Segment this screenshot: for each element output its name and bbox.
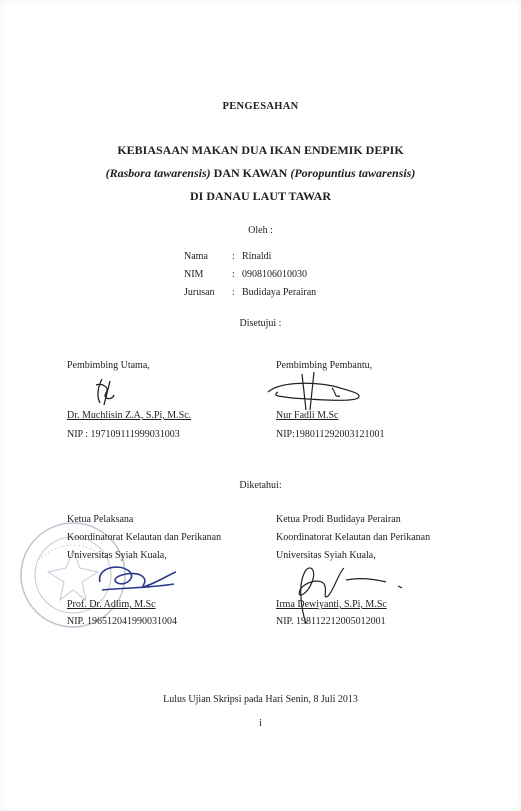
right-official-unit: Koordinatorat Kelautan dan Perikanan [276, 532, 431, 543]
jurusan-colon: : [232, 287, 235, 298]
title-line-1: KEBIASAAN MAKAN DUA IKAN ENDEMIK DEPIK [117, 143, 404, 157]
left-official-signature [90, 558, 180, 596]
diketahui-label: Diketahui: [239, 480, 282, 491]
left-official-role: Ketua Pelaksana [67, 514, 134, 525]
disetujui-label: Disetujui : [239, 318, 282, 329]
jurusan-value: Budidaya Perairan [242, 287, 317, 298]
nim-value: 0908106010030 [242, 269, 307, 280]
main-supervisor-signature [88, 375, 128, 411]
left-official-nip: NIP. 196512041990031004 [67, 616, 178, 627]
page-heading: PENGESAHAN [222, 101, 299, 112]
nama-colon: : [232, 251, 235, 262]
jurusan-label: Jurusan [184, 287, 215, 298]
left-official-name: Prof. Dr. Adlim, M.Sc [67, 599, 156, 610]
species-1: (Rasbora tawarensis) [105, 166, 211, 180]
nim-label: NIM [184, 269, 204, 280]
left-official-unit: Koordinatorat Kelautan dan Perikanan [67, 532, 222, 543]
assistant-supervisor-signature [262, 370, 372, 414]
right-official-name: Irma Dewiyanti, S.Pi, M.Sc [276, 599, 387, 610]
oleh-label: Oleh : [248, 225, 273, 236]
main-supervisor-role: Pembimbing Utama, [67, 360, 150, 371]
right-official-nip: NIP. 198112212005012001 [276, 616, 386, 627]
title-line-3: DI DANAU LAUT TAWAR [189, 189, 332, 203]
left-official-univ: Universitas Syiah Kuala, [67, 550, 167, 561]
main-supervisor-name: Dr. Muchlisin Z.A, S.Pi, M.Sc. [67, 410, 192, 421]
assistant-supervisor-nip: NIP:198011292003121001 [276, 429, 385, 440]
right-official-role: Ketua Prodi Budidaya Perairan [276, 514, 401, 525]
page-number: i [259, 718, 262, 729]
nama-value: Rinaldi [242, 251, 272, 262]
assistant-supervisor-name: Nur Fadli M.Sc [276, 410, 339, 421]
right-official-univ: Universitas Syiah Kuala, [276, 550, 376, 561]
graduation-statement: Lulus Ujian Skripsi pada Hari Senin, 8 Juli 2013 [163, 694, 358, 705]
title-connector: DAN KAWAN [210, 166, 291, 180]
assistant-supervisor-role: Pembimbing Pembantu, [276, 360, 373, 371]
species-2: (Poropuntius tawarensis) [290, 166, 416, 180]
nim-colon: : [232, 269, 235, 280]
main-supervisor-nip: NIP : 197109111999031003 [67, 429, 180, 440]
title-line-2 [0, 166, 521, 181]
nama-label: Nama [184, 251, 208, 262]
